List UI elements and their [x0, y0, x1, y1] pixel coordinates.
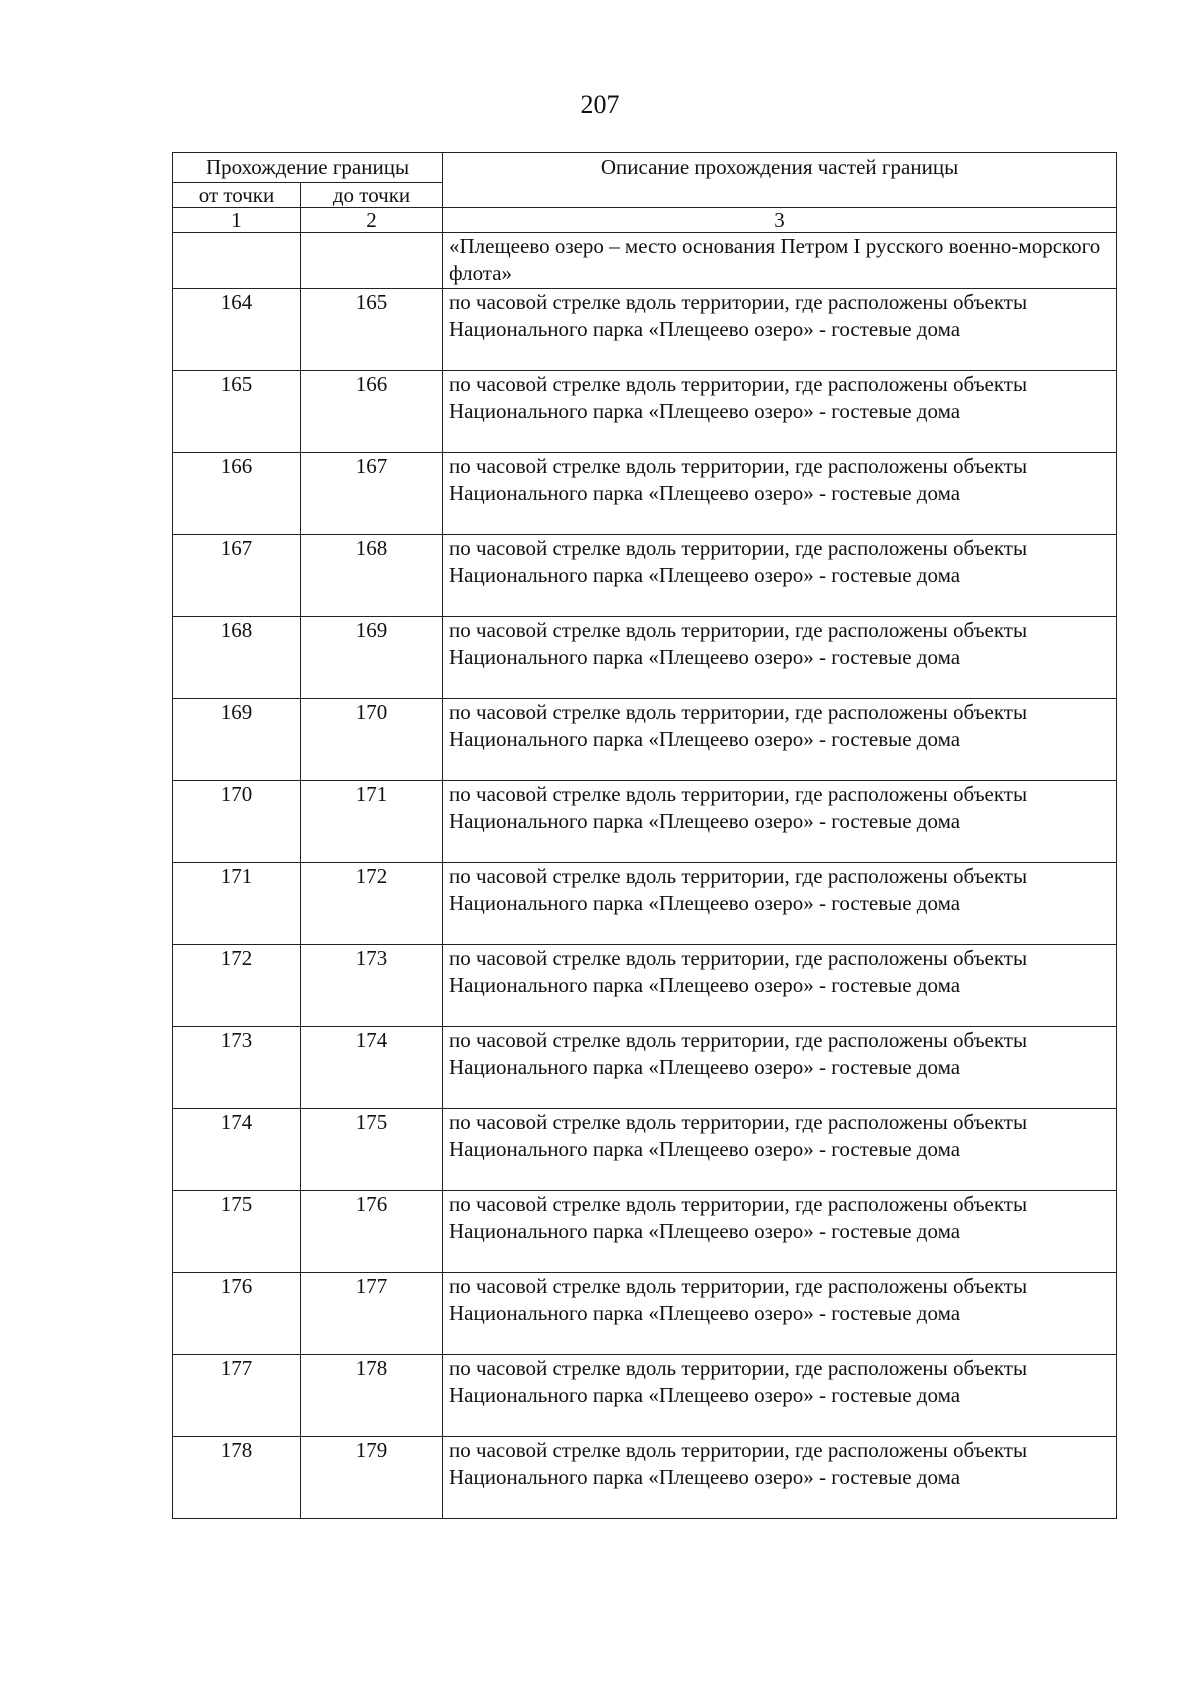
- cell-to: [301, 233, 443, 289]
- cell-description: по часовой стрелке вдоль территории, где расположены объекты Национального парка «Плещеево озеро» - гостевые дома: [443, 535, 1117, 617]
- header-to-point: до точки: [301, 183, 443, 208]
- cell-description: по часовой стрелке вдоль территории, где расположены объекты Национального парка «Плещеево озеро» - гостевые дома: [443, 617, 1117, 699]
- cell-to: 165: [301, 289, 443, 371]
- table-header: [173, 153, 1117, 233]
- table-row: [173, 1437, 1117, 1519]
- cell-description: по часовой стрелке вдоль территории, где расположены объекты Национального парка «Плещеево озеро» - гостевые дома: [443, 371, 1117, 453]
- cell-to: 173: [301, 945, 443, 1027]
- cell-from: [173, 233, 301, 289]
- cell-to: 169: [301, 617, 443, 699]
- cell-description: по часовой стрелке вдоль территории, где расположены объекты Национального парка «Плещеево озеро» - гостевые дома: [443, 1355, 1117, 1437]
- cell-description: по часовой стрелке вдоль территории, где расположены объекты Национального парка «Плещеево озеро» - гостевые дома: [443, 863, 1117, 945]
- table-row: [173, 945, 1117, 1027]
- cell-to: 170: [301, 699, 443, 781]
- cell-from: 164: [173, 289, 301, 371]
- table-row: [173, 1109, 1117, 1191]
- cell-to: 172: [301, 863, 443, 945]
- table-row: [173, 1191, 1117, 1273]
- table-row: [173, 699, 1117, 781]
- cell-description: по часовой стрелке вдоль территории, где расположены объекты Национального парка «Плещеево озеро» - гостевые дома: [443, 453, 1117, 535]
- header-from-point: от точки: [173, 183, 301, 208]
- table-row-continuation: [173, 233, 1117, 289]
- cell-description: по часовой стрелке вдоль территории, где расположены объекты Национального парка «Плещеево озеро» - гостевые дома: [443, 289, 1117, 371]
- cell-from: 174: [173, 1109, 301, 1191]
- header-col-number-3: 3: [443, 208, 1117, 233]
- header-description: Описание прохождения частей границы: [443, 153, 1117, 208]
- cell-to: 179: [301, 1437, 443, 1519]
- cell-description: «Плещеево озеро – место основания Петром I русского военно-морского флота»: [443, 233, 1117, 289]
- table-body: [173, 233, 1117, 1519]
- cell-to: 174: [301, 1027, 443, 1109]
- cell-to: 175: [301, 1109, 443, 1191]
- boundary-table: [172, 152, 1117, 1519]
- table-row: [173, 453, 1117, 535]
- header-col-number-2: 2: [301, 208, 443, 233]
- cell-from: 167: [173, 535, 301, 617]
- cell-to: 167: [301, 453, 443, 535]
- cell-from: 176: [173, 1273, 301, 1355]
- cell-to: 176: [301, 1191, 443, 1273]
- cell-from: 168: [173, 617, 301, 699]
- cell-description: по часовой стрелке вдоль территории, где расположены объекты Национального парка «Плещеево озеро» - гостевые дома: [443, 699, 1117, 781]
- table-row: [173, 289, 1117, 371]
- cell-from: 172: [173, 945, 301, 1027]
- table-row: [173, 617, 1117, 699]
- cell-to: 168: [301, 535, 443, 617]
- cell-to: 166: [301, 371, 443, 453]
- cell-from: 171: [173, 863, 301, 945]
- cell-from: 173: [173, 1027, 301, 1109]
- cell-to: 171: [301, 781, 443, 863]
- cell-from: 177: [173, 1355, 301, 1437]
- table-row: [173, 781, 1117, 863]
- cell-to: 178: [301, 1355, 443, 1437]
- cell-description: по часовой стрелке вдоль территории, где расположены объекты Национального парка «Плещеево озеро» - гостевые дома: [443, 945, 1117, 1027]
- header-col-number-1: 1: [173, 208, 301, 233]
- cell-description: по часовой стрелке вдоль территории, где расположены объекты Национального парка «Плещеево озеро» - гостевые дома: [443, 1027, 1117, 1109]
- cell-from: 165: [173, 371, 301, 453]
- table-row: [173, 1355, 1117, 1437]
- cell-description: по часовой стрелке вдоль территории, где расположены объекты Национального парка «Плещеево озеро» - гостевые дома: [443, 1437, 1117, 1519]
- table-row: [173, 1273, 1117, 1355]
- table-row: [173, 1027, 1117, 1109]
- cell-description: по часовой стрелке вдоль территории, где расположены объекты Национального парка «Плещеево озеро» - гостевые дома: [443, 781, 1117, 863]
- cell-from: 166: [173, 453, 301, 535]
- cell-description: по часовой стрелке вдоль территории, где расположены объекты Национального парка «Плещеево озеро» - гостевые дома: [443, 1109, 1117, 1191]
- cell-from: 170: [173, 781, 301, 863]
- cell-from: 178: [173, 1437, 301, 1519]
- cell-description: по часовой стрелке вдоль территории, где расположены объекты Национального парка «Плещеево озеро» - гостевые дома: [443, 1191, 1117, 1273]
- page-number: 207: [580, 90, 620, 119]
- cell-to: 177: [301, 1273, 443, 1355]
- table-row: [173, 371, 1117, 453]
- header-boundary-group: Прохождение границы: [173, 153, 443, 183]
- table-row: [173, 863, 1117, 945]
- table-row: [173, 535, 1117, 617]
- cell-from: 175: [173, 1191, 301, 1273]
- cell-from: 169: [173, 699, 301, 781]
- cell-description: по часовой стрелке вдоль территории, где расположены объекты Национального парка «Плещеево озеро» - гостевые дома: [443, 1273, 1117, 1355]
